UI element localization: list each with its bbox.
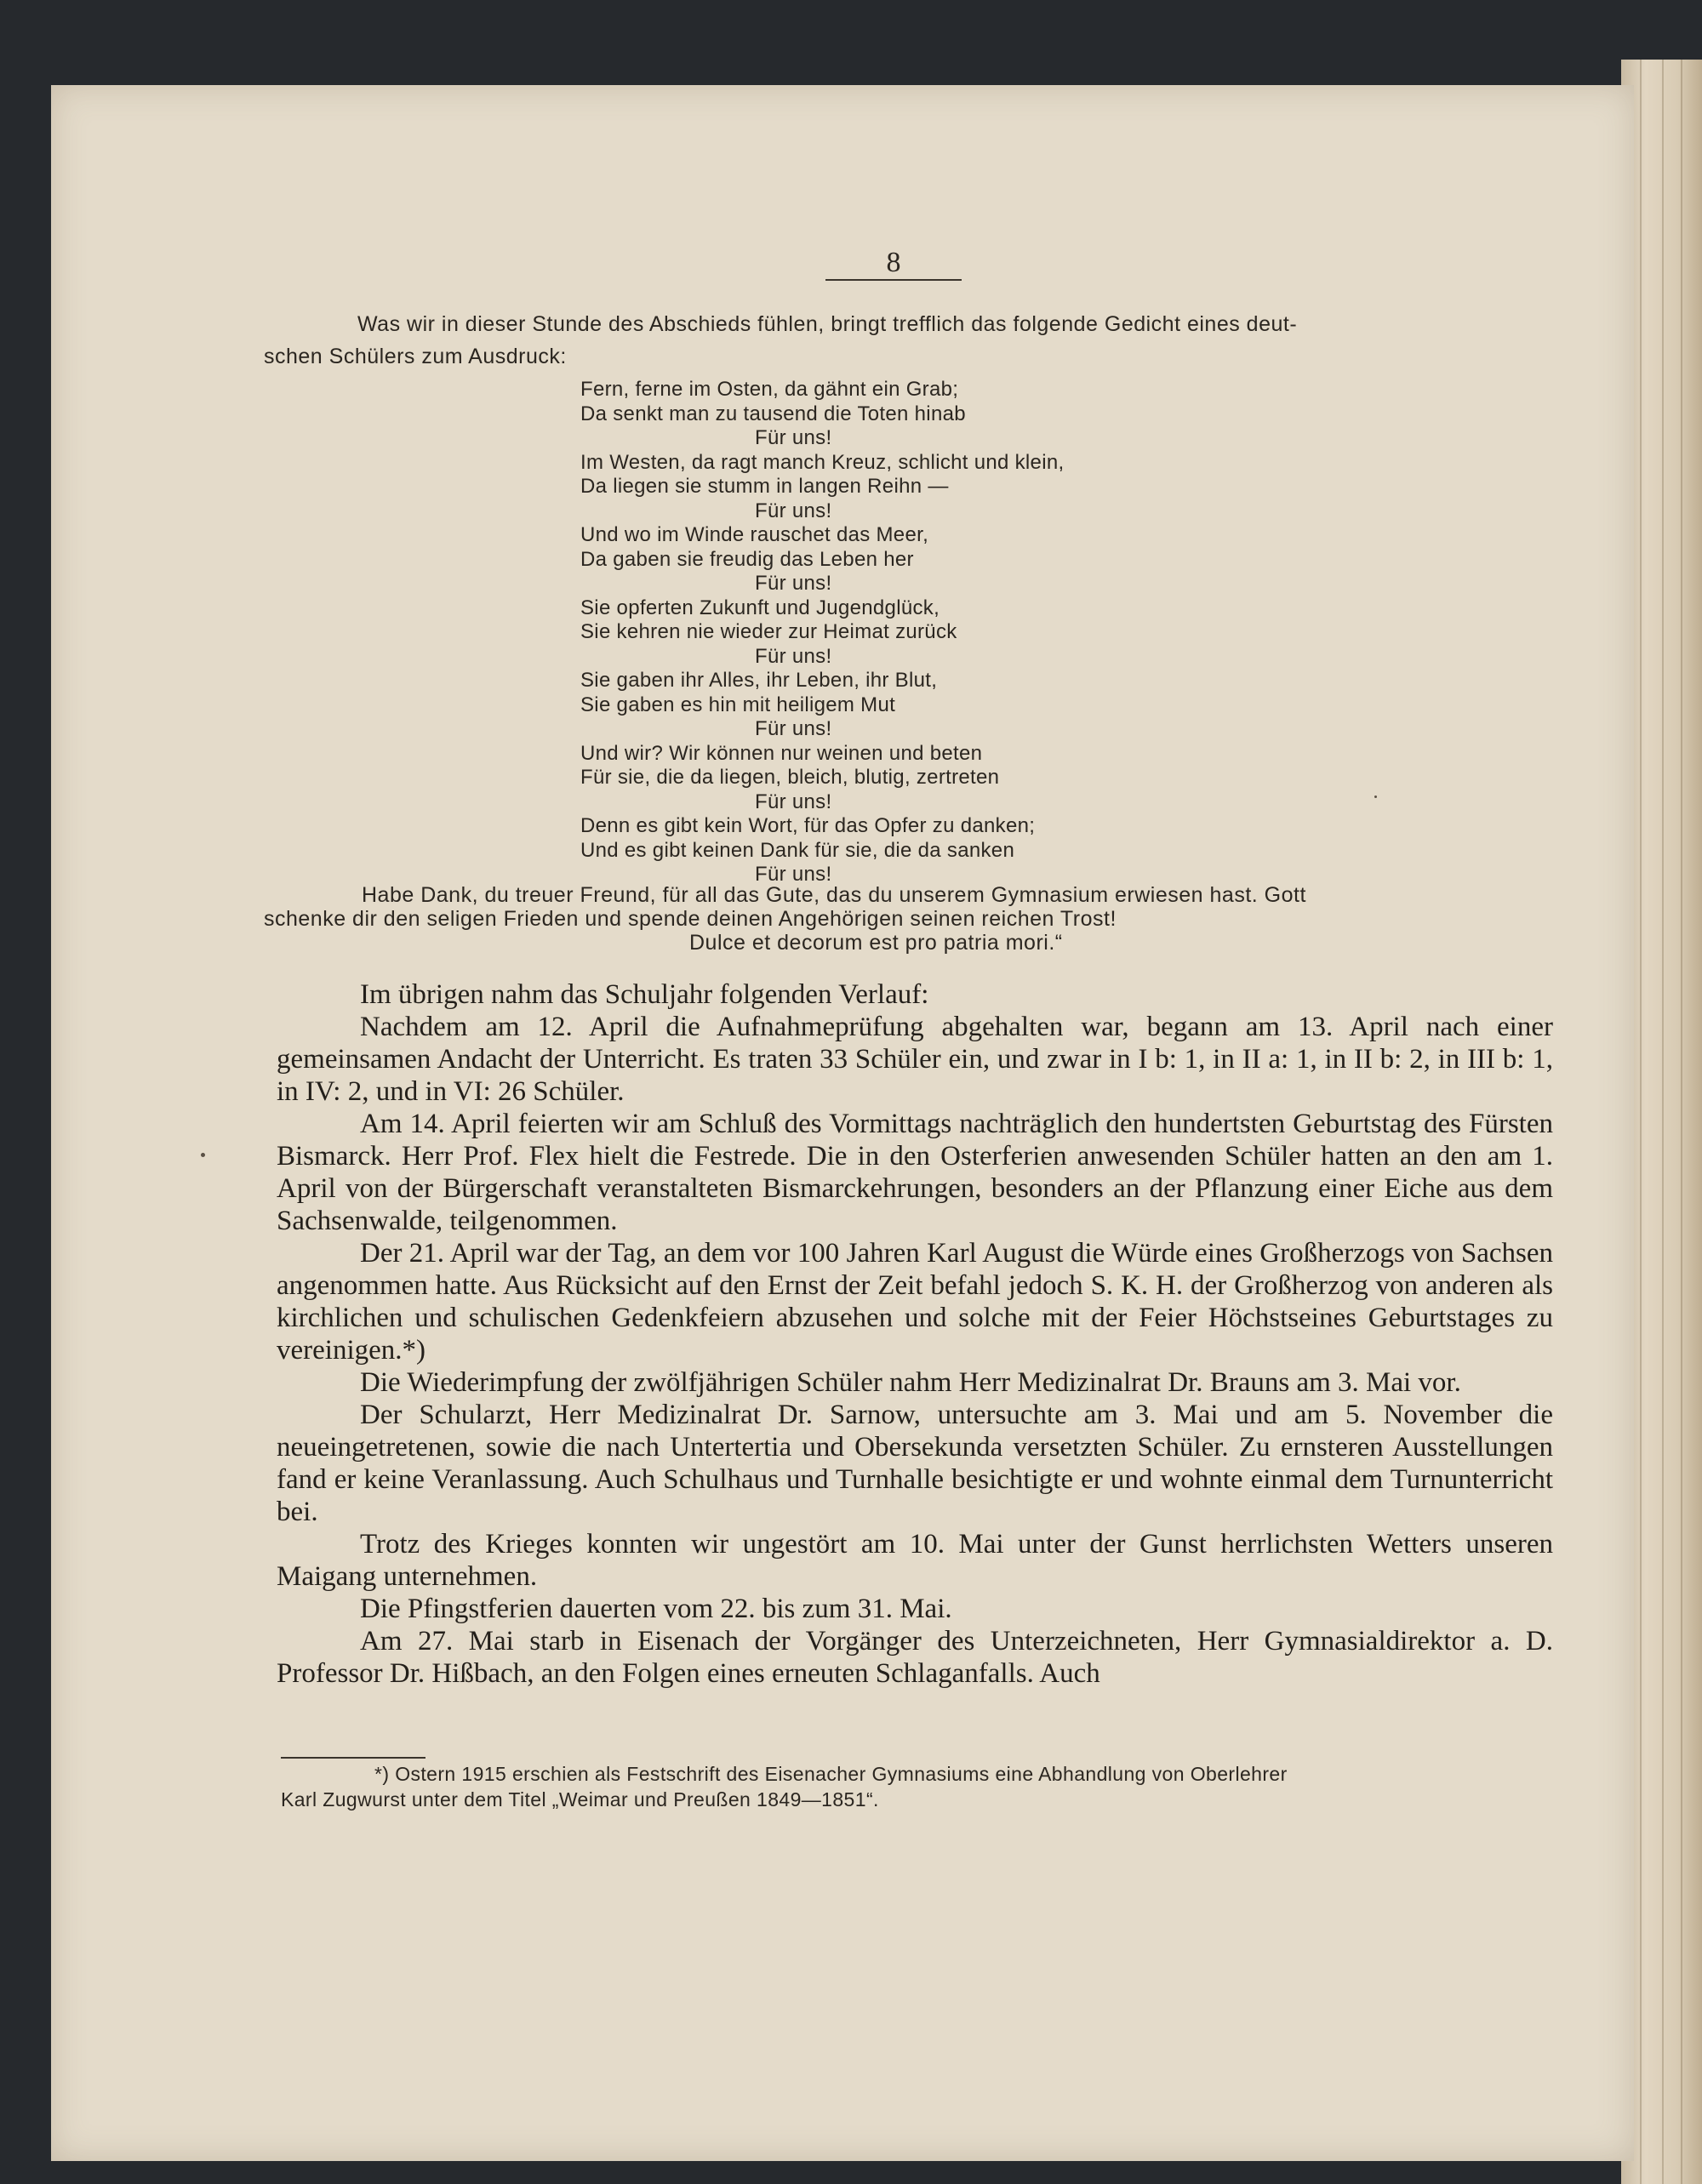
poem-refrain: Für uns! (755, 790, 832, 813)
report-paragraph: Die Wiederimpfung der zwölfjährigen Schüler nahm Herr Medizinalrat Dr. Brauns am 3. Mai vor. (360, 1367, 1461, 1398)
poem-line: Und wo im Winde rauschet das Meer, (580, 523, 929, 546)
poem (580, 378, 1346, 887)
farewell-line: schenke dir den seligen Frieden und spende deinen Angehörigen seinen reichen Trost! (264, 907, 1117, 931)
poem-line: Sie gaben es hin mit heiligem Mut (580, 693, 896, 716)
report-paragraph: Am 27. Mai starb in Eisenach der Vorgänger des Unterzeichneten, Herr Gymnasialdirektor a. D. Professor Dr. Hißbach, an den Folgen eines erneuten Schlaganfalls. Auch (277, 1626, 1553, 1689)
poem-line: Und wir? Wir können nur weinen und beten (580, 741, 983, 765)
intro-paragraph (264, 308, 1540, 373)
poem-refrain: Für uns! (755, 863, 832, 886)
footnote-line: *) Ostern 1915 erschien als Festschrift des Eisenacher Gymnasiums eine Abhandlung von Oberlehrer (374, 1763, 1288, 1785)
poem-line: Sie kehren nie wieder zur Heimat zurück (580, 620, 957, 643)
report-paragraph: Im übrigen nahm das Schuljahr folgenden Verlauf: (360, 979, 929, 1010)
poem-line: Fern, ferne im Osten, da gähnt ein Grab; (580, 378, 959, 401)
report-paragraph: Die Pfingstferien dauerten vom 22. bis zum 31. Mai. (360, 1594, 952, 1624)
report-paragraph: Der Schularzt, Herr Medizinalrat Dr. Sarnow, untersuchte am 3. Mai und am 5. November die neueingetretenen, sowie die nach Untertertia und Obersekunda versetzten Schüler. Zu ernsteren Ausstellungen fand er keine Veranlassung. Auch Schulhaus und Turnhalle besichtigte er und wohnte einmal dem Turnunterricht bei. (277, 1400, 1553, 1527)
poem-line: Im Westen, da ragt manch Kreuz, schlicht und klein, (580, 450, 1065, 474)
footnote-rule (281, 1757, 426, 1759)
intro-line: schen Schülers zum Ausdruck: (264, 345, 567, 368)
poem-line: Sie gaben ihr Alles, ihr Leben, ihr Blut, (580, 669, 938, 692)
poem-line: Für sie, die da liegen, bleich, blutig, zertreten (580, 766, 1000, 789)
poem-refrain: Für uns! (755, 717, 832, 740)
farewell-paragraph (264, 883, 1549, 955)
poem-refrain: Für uns! (755, 499, 832, 522)
report-paragraph: Der 21. April war der Tag, an dem vor 100 Jahren Karl August die Würde eines Großherzogs von Sachsen angenommen hatte. Aus Rücksicht auf den Ernst der Zeit befahl jedoch S. K. H. der Großherzog von anderen als kirchlichen und schulischen Gedenkfeiern abzusehen und solche mit der Feier Höchstseines Geburtstages zu vereinigen.*) (277, 1238, 1553, 1366)
school-year-report (277, 978, 1553, 1690)
paper-speck (201, 1153, 205, 1157)
report-paragraph: Trotz des Krieges konnten wir ungestört am 10. Mai unter der Gunst herrlichsten Wetters unseren Maigang unternehmen. (277, 1529, 1553, 1592)
report-paragraph: Am 14. April feierten wir am Schluß des Vormittags nachträglich den hundertsten Geburtstag des Fürsten Bismarck. Herr Prof. Flex hielt die Festrede. Die in den Osterferien anwesenden Schüler hatten an den am 1. April von der Bürgerschaft veranstalteten Bismarckehrungen, besonders an der Pflanzung einer Eiche aus dem Sachsenwalde, teilgenommen. (277, 1109, 1553, 1236)
paper-speck (1374, 795, 1377, 798)
page-number-rule (825, 279, 962, 281)
poem-line: Da gaben sie freudig das Leben her (580, 547, 914, 571)
footnote (281, 1761, 1557, 1812)
poem-line: Sie opferten Zukunft und Jugendglück, (580, 596, 940, 619)
farewell-line: Habe Dank, du treuer Freund, für all das Gute, das du unserem Gymnasium erwiesen hast. Gott (362, 883, 1306, 907)
poem-line: Denn es gibt kein Wort, für das Opfer zu danken; (580, 814, 1036, 837)
poem-line: Da liegen sie stumm in langen Reihn — (580, 475, 949, 498)
poem-line: Und es gibt keinen Dank für sie, die da sanken (580, 838, 1015, 862)
latin-quote: Dulce et decorum est pro patria mori.“ (689, 931, 1063, 955)
footnote-line: Karl Zugwurst unter dem Titel „Weimar und Preußen 1849—1851“. (281, 1788, 879, 1810)
intro-line: Was wir in dieser Stunde des Abschieds fühlen, bringt trefflich das folgende Gedicht eines deut- (357, 312, 1298, 336)
page-number: 8 (886, 247, 901, 278)
poem-line: Da senkt man zu tausend die Toten hinab (580, 402, 966, 425)
poem-refrain: Für uns! (755, 572, 832, 595)
poem-refrain: Für uns! (755, 644, 832, 668)
poem-refrain: Für uns! (755, 426, 832, 449)
report-paragraph: Nachdem am 12. April die Aufnahmeprüfung abgehalten war, begann am 13. April nach einer gemeinsamen Andacht der Unterricht. Es traten 33 Schüler ein, und zwar in I b: 1, in II a: 1, in II b: 2, in III b: 1, in IV: 2, und in VI: 26 Schüler. (277, 1012, 1553, 1107)
